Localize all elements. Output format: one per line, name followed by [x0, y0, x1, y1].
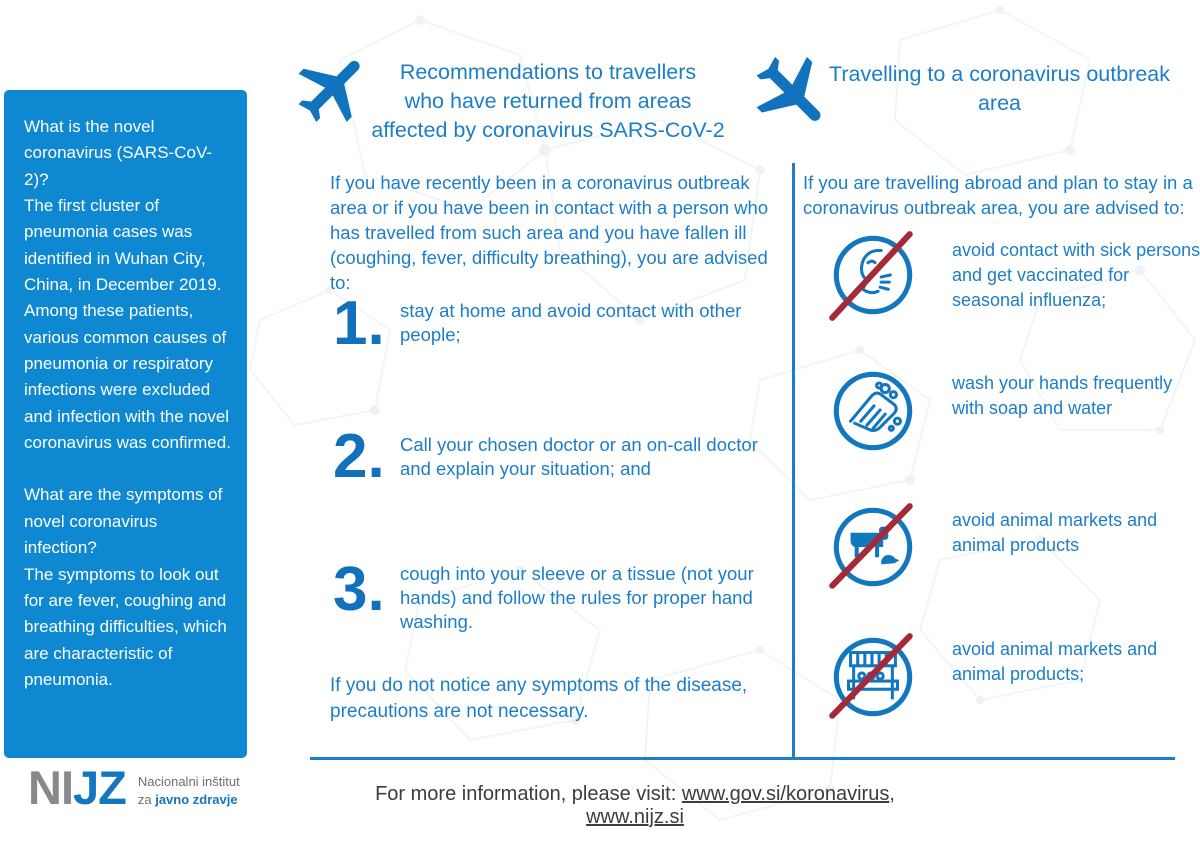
returned-title-line2: who have returned from areas: [404, 89, 692, 114]
logo-subtitle-za: za: [137, 792, 156, 808]
virus-answer-1: The first cluster of pneumonia cases was identified in Wuhan City, China, in December 2019. Among these patients, various common causes of pneumonia or respiratory infections were excluded and infection with the novel coronavirus was confirmed.: [24, 196, 231, 453]
returned-section-intro: If you have recently been in a coronavirus outbreak area or if you have been in contact with a person who has travelled from such area and you have fallen ill (coughing, fever, difficulty breathing), you are advised to:: [330, 172, 769, 293]
returned-title-line1: Recommendations to travellers: [399, 60, 697, 84]
no-farm-animals-icon: [820, 494, 926, 600]
outbreak-title-line1: Travelling to a coronavirus outbreak: [829, 62, 1170, 86]
step-text-2: Call your chosen doctor or an on-call doctor and explain your situation; and: [400, 434, 758, 480]
no-market-stall-icon: [820, 624, 926, 730]
logo-subtitle-line1: Nacionalni inštitut: [137, 774, 240, 789]
about-virus-panel: [4, 90, 247, 758]
returned-title-line3: affected by coronavirus SARS-CoV-2: [371, 118, 725, 143]
link-separator: ,: [889, 783, 895, 805]
no-coughing-person-icon: [820, 224, 926, 330]
outbreak-section-intro: If you are travelling abroad and plan to stay in a coronavirus outbreak area, you are advised to:: [803, 172, 1193, 218]
outbreak-advice-4: avoid animal markets and animal products;: [952, 639, 1158, 684]
returned-section-title: [348, 58, 748, 146]
step-number-3: 3.: [333, 555, 385, 624]
more-info-line: [330, 783, 940, 829]
logo-subtitle-line2: [138, 791, 240, 809]
nijz-si-link[interactable]: www.nijz.si: [586, 806, 684, 828]
logo-jz-text: JZ: [73, 761, 126, 814]
step-text-3: cough into your sleeve or a tissue (not your hands) and follow the rules for proper hand washing.: [400, 563, 754, 633]
footer-divider: [310, 757, 1175, 760]
gov-si-link[interactable]: www.gov.si/koronavirus: [681, 783, 890, 805]
nijz-logo: [28, 761, 240, 814]
nijz-logo-subtitle: [138, 773, 240, 809]
logo-ni-text: NI: [28, 761, 73, 814]
outbreak-section-title: [812, 60, 1187, 118]
no-symptoms-note: If you do not notice any symptoms of the disease, precautions are not necessary.: [330, 675, 748, 722]
symptoms-answer: The symptoms to look out for are fever, coughing and breathing difficulties, which are characteristic of pneumonia.: [24, 564, 227, 689]
logo-subtitle-javno-zdravje: javno zdravje: [155, 792, 238, 808]
step-text-1: stay at home and avoid contact with other people;: [400, 300, 742, 346]
outbreak-advice-1: avoid contact with sick persons and get vaccinated for seasonal influenza;: [952, 240, 1200, 310]
hand-washing-icon: [820, 358, 926, 464]
column-divider: [792, 163, 795, 757]
step-number-1: 1.: [333, 289, 385, 358]
outbreak-title-line2: area: [977, 91, 1022, 116]
outbreak-advice-3: avoid animal markets and animal products: [952, 510, 1158, 555]
symptoms-question: What are the symptoms of novel coronavirus infection?: [24, 485, 223, 558]
nijz-logo-acronym: [28, 761, 126, 814]
more-info-prefix: For more information, please visit:: [375, 783, 682, 805]
virus-question-1: What is the novel coronavirus (SARS-CoV-2)?: [24, 117, 213, 189]
step-number-2: 2.: [333, 422, 385, 491]
outbreak-advice-2: wash your hands frequently with soap and water: [952, 373, 1173, 418]
